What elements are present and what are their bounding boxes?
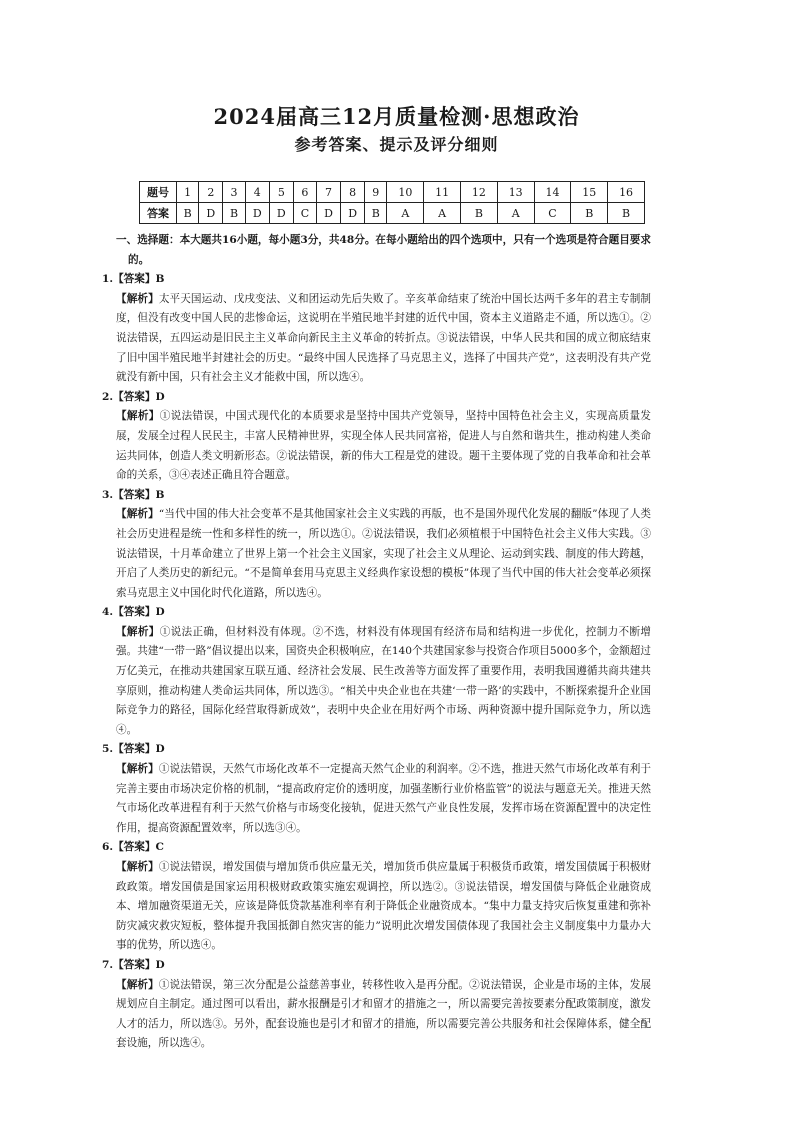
table-cell: D (199, 203, 223, 224)
table-cell: 5 (269, 182, 293, 203)
answer-content (102, 231, 651, 1054)
question-number: 6. (102, 841, 114, 854)
answer-letter: B (155, 488, 165, 501)
question-number: 1. (102, 273, 114, 286)
table-cell: 8 (341, 182, 365, 203)
answer-letter: D (155, 743, 165, 756)
table-cell: A (387, 203, 424, 224)
table-cell: 10 (387, 182, 424, 203)
answer-line (102, 270, 651, 290)
analysis-tag: 【解析】 (116, 861, 159, 873)
answer-tag: 【答案】 (113, 958, 156, 971)
analysis-text: ①说法正确，但材料没有体现。②不选，材料没有体现国有经济布局和结构进一步优化，控制力不断增强。共建“一带一路”倡议提出以来，国资央企积极响应，在140个共建国家参与投资合作项目5000多个，金额超过万亿美元，在推动共建国家互联互通、经济社会发展、民生改善等方面发挥了重要作用，表明我国遵循共商共建共享原则，推动构建人类命运共同体，所以选③。“相关中央企业也在共建‘一带一路’的实践中，不断探索提升企业国际竞争力的路径，国际化经营取得新成效”，表明中央企业在用好两个市场、两种资源中提升国际竞争力，所以选④。 (116, 625, 651, 736)
row-label: 答案 (140, 203, 177, 224)
table-cell: 7 (316, 182, 340, 203)
answer-tag: 【答案】 (113, 841, 156, 854)
table-cell: 4 (245, 182, 269, 203)
analysis-tag: 【解析】 (116, 625, 160, 638)
table-cell: D (269, 203, 293, 224)
table-cell: C (534, 203, 571, 224)
question-number: 7. (102, 958, 114, 971)
table-row-answers (140, 203, 645, 224)
analysis-text: 太平天国运动、戊戌变法、义和团运动先后失败了。辛亥革命结束了统治中国长达两千多年的君主专制制度，但没有改变中国人民的悲惨命运，这说明在半殖民地半封建的近代中国，资本主义道路走不通，所以选①。②说法错误，五四运动是旧民主主义革命向新民主主义革命的转折点。③说法错误，中华人民共和国的成立彻底结束了旧中国半殖民地半封建社会的历史。“最终中国人民选择了马克思主义，选择了中国共产党”，这表明没有共产党就没有新中国，只有社会主义才能救中国，所以选④。 (116, 292, 651, 384)
table-cell: D (245, 203, 269, 224)
table-cell: 9 (365, 182, 387, 203)
table-cell: B (608, 203, 645, 224)
table-cell: 6 (293, 182, 316, 203)
table-cell: 14 (534, 182, 571, 203)
table-cell: 16 (608, 182, 645, 203)
answer-line (102, 740, 651, 760)
question-number: 4. (102, 606, 114, 619)
answer-table (139, 181, 645, 224)
section-heading: 一、选择题：本大题共16小题，每小题3分，共48分。在每小题给出的四个选项中，只有一个选项是符合题目要求的。 (116, 234, 651, 266)
analysis-tag: 【解析】 (116, 508, 159, 521)
analysis-text: ①说法错误，中国式现代化的本质要求是坚持中国共产党领导，坚持中国特色社会主义，实现高质量发展，发展全过程人民民主，丰富人民精神世界，实现全体人民共同富裕，促进人与自然和谐共生，推动构建人类命运共同体，创造人类文明新形态。②说法错误，新的伟大工程是党的建设。题干主要体现了党的自我革命和社会革命的关系，③④表述正确且符合题意。 (116, 410, 651, 482)
answer-letter: B (155, 273, 165, 286)
page-title: 2024届高三12月质量检测·思想政治 (213, 104, 580, 129)
analysis-paragraph (116, 976, 651, 1054)
analysis-paragraph (116, 290, 651, 388)
table-cell: 12 (461, 182, 498, 203)
question-list (102, 270, 651, 1054)
question-number: 3. (102, 488, 114, 501)
table-cell: A (424, 203, 461, 224)
table-cell: D (341, 203, 365, 224)
table-cell: 2 (199, 182, 223, 203)
answer-tag: 【答案】 (113, 390, 156, 403)
analysis-paragraph (116, 623, 651, 741)
analysis-paragraph (116, 760, 651, 838)
analysis-text: “当代中国的伟大社会变革不是其他国家社会主义实践的再版，也不是国外现代化发展的翻版”体现了人类社会历史进程是统一性和多样性的统一，所以选①。②说法错误，我们必须植根于中国特色社会主义伟大实践。③说法错误，十月革命建立了世界上第一个社会主义国家，实现了社会主义从理论、运动到实践、制度的伟大跨越，开启了人类历史的新纪元。“不是简单套用马克思主义经典作家设想的模板”体现了当代中国的伟大社会变革必须探索马克思主义中国化时代化道路，所以选④。 (116, 508, 651, 599)
analysis-tag: 【解析】 (116, 292, 159, 305)
analysis-paragraph (116, 407, 651, 485)
answer-letter: D (155, 606, 165, 619)
table-cell: B (177, 203, 199, 224)
table-cell: 3 (223, 182, 245, 203)
table-cell: D (316, 203, 340, 224)
page-subtitle: 参考答案、提示及评分细则 (294, 135, 499, 154)
answer-line (102, 956, 651, 976)
table-cell: B (461, 203, 498, 224)
analysis-tag: 【解析】 (116, 763, 159, 776)
answer-letter: D (155, 390, 165, 403)
table-cell: 11 (424, 182, 461, 203)
table-cell: 15 (571, 182, 608, 203)
analysis-text: ①说法错误，增发国债与增加货币供应量无关，增加货币供应量属于积极货币政策，增发国债属于积极财政政策。增发国债是国家运用积极财政政策实施宏观调控，所以选②。③说法错误，增发国债与降低企业融资成本、增加融资渠道无关，应该是降低贷款基准利率有利于降低企业融资成本。“集中力量支持灾后恢复重建和弥补防灾减灾救灾短板，整体提升我国抵御自然灾害的能力”说明此次增发国债体现了我国社会主义制度集中力量办大事的优势，所以选④。 (116, 861, 651, 952)
answer-tag: 【答案】 (113, 743, 156, 756)
table-cell: B (571, 203, 608, 224)
answer-line (102, 838, 651, 858)
table-cell: B (223, 203, 245, 224)
question-number: 2. (102, 390, 114, 403)
answer-letter: D (155, 958, 165, 971)
analysis-tag: 【解析】 (116, 410, 160, 423)
table-row-numbers (140, 182, 645, 203)
analysis-paragraph (116, 858, 651, 956)
table-cell: A (497, 203, 534, 224)
table-cell: 13 (497, 182, 534, 203)
table-cell: 1 (177, 182, 199, 203)
answer-line (102, 603, 651, 623)
answer-letter: C (155, 841, 164, 854)
answer-line (102, 388, 651, 408)
table-cell: B (365, 203, 387, 224)
analysis-text: ①说法错误，第三次分配是公益慈善事业，转移性收入是再分配。②说法错误，企业是市场的主体，发展规划应自主制定。通过图可以看出，薪水报酬是引才和留才的措施之一，所以需要完善按要素分配政策制度，激发人才的活力，所以选③。另外，配套设施也是引才和留才的措施，所以需要完善公共服务和社会保障体系，健全配套设施，所以选④。 (116, 978, 651, 1050)
analysis-tag: 【解析】 (116, 978, 159, 991)
answer-line (102, 486, 651, 506)
answer-tag: 【答案】 (113, 488, 156, 501)
answer-tag: 【答案】 (113, 606, 156, 619)
analysis-paragraph (116, 505, 651, 603)
row-label: 题号 (140, 182, 177, 203)
answer-tag: 【答案】 (113, 273, 156, 286)
question-number: 5. (102, 743, 114, 756)
table-cell: C (293, 203, 316, 224)
analysis-text: ①说法错误，天然气市场化改革不一定提高天然气企业的利润率。②不选，推进天然气市场化改革有利于完善主要由市场决定价格的机制，“提高政府定价的透明度，加强垄断行业价格监管”的说法与题意无关。推进天然气市场化改革进程有利于天然气价格与市场变化接轨，促进天然气产业良性发展，发挥市场在资源配置中的决定性作用，提高资源配置效率，所以选③④。 (116, 763, 651, 834)
